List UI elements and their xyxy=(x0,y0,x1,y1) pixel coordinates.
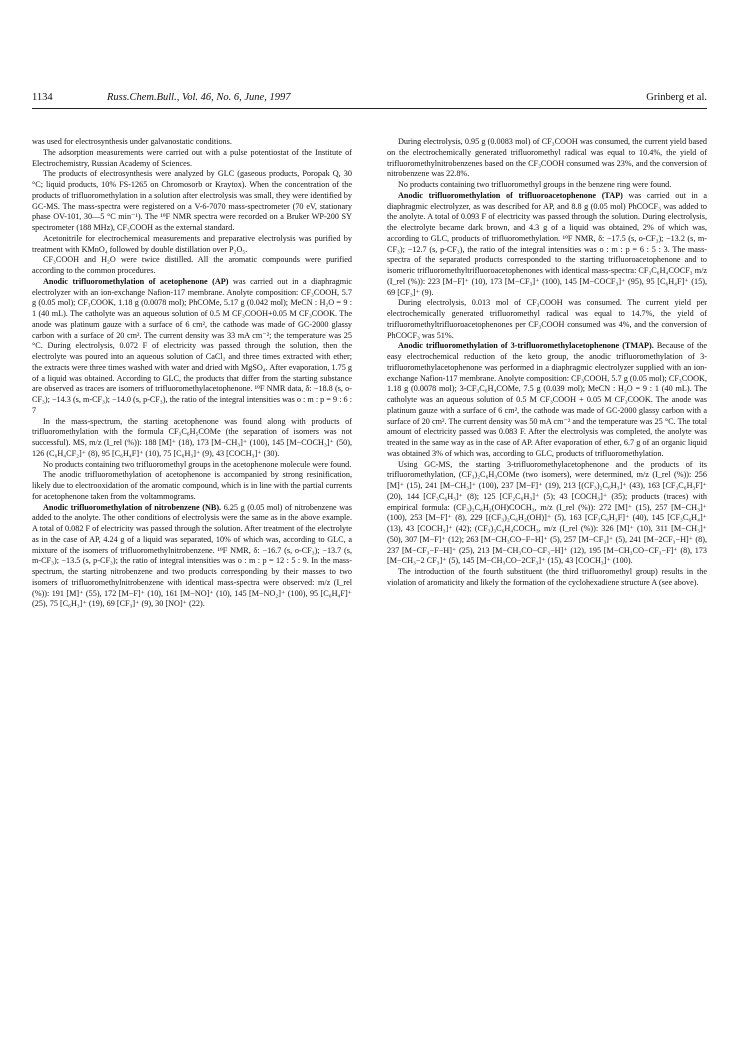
paragraph: In the mass-spectrum, the starting acetophenone was found along with products of trifluoromethylation with the formula CF₃C₆H₅COMe (the separation of isomers was not successful). MS, m/z (I_rel (%)): 188 [M]⁺ (18), 173 [M−CH₃]⁺ (100), 145 [M−COCH₃]⁺ (50), 126 (C₆H₄CF₂]⁺ (8), 95 [C₆H₄F]⁺ (10), 75 [C₆H₃]⁺ (9), 43 [COCH₃]⁺ (30). xyxy=(32,416,352,458)
paragraph: Using GC-MS, the starting 3-trifluoromethylacetophenone and the products of its trifluoromethylation, (CF₃)₂C₆H₃COMe (two isomers), were determined, m/z (I_rel (%)): 256 [M]⁺ (15), 241 [M−CH₃]⁺ (100), 237 [M−F]⁺ (19), 213 [(CF₃)₂C₆H₃]⁺ (43), 163 [CF₃C₆H₃F]⁺ (20), 144 [CF₃C₆H₃]⁺ (8); 125 [CF₂C₆H₃]⁺ (5); 43 [COCH₃]⁺ (35); products (traces) with empirical formula: (CF₃)₂C₆H₂(OH)COCH₃, m/z (I_rel (%)): 272 [M]⁺ (15), 257 [M−CH₃]⁺ (100), 253 [M−F]⁺ (8), 229 [(CF₃)₂C₆H₂(OH)]⁺ (5), 163 [CF₃C₆H₃F]⁺ (40), 145 [CF₃C₆H₄]⁺ (13), 43 [COCH₃]⁺ (42); (CF₃)₃C₆H₄COCH₃, m/z (I_rel (%)): 326 [M]⁺ (10), 311 [M−CH₃]⁺ (50), 307 [M−F]⁺ (12); 263 [M−CH₃CO−F−H]⁺ (5), 257 [M−CF₃]⁺ (5), 241 [M−2CF₃−H]⁺ (8), 237 [M−CF₃−F−H]⁺ (25), 213 [M−CH₃CO−CF₃−H]⁺ (12), 195 [M−CH₃CO−CF₃−F]⁺ (8), 173 [M−CH₃−2 CF₃]⁺ (5), 145 [M−CH₃CO−2CF₃]⁺ (15), 43 [COCH₃]⁺ (100). xyxy=(387,459,707,566)
right-column xyxy=(387,137,707,589)
journal-citation: Russ.Chem.Bull., Vol. 46, No. 6, June, 1997 xyxy=(107,92,291,103)
section-heading: Anodic trifluoromethylation of trifluoroacetophenone (TAP) xyxy=(398,190,623,200)
running-header xyxy=(32,92,707,106)
running-authors: Grinberg et al. xyxy=(646,92,707,103)
paragraph: Anodic trifluoromethylation of nitrobenzene (NB). 6.25 g (0.05 mol) of nitrobenzene was added to the anolyte. The other conditions of electrolysis were the same as in the above example. A total of 0.082 F of electricity was passed through the solution. After treatment of the electrolyte as in the case of AP, 4.24 g of a liquid was separated, 10% of which was, according to GLC, a mixture of the isomers of trifluoromethylnitrobenzene. ¹⁹F NMR, δ: −16.7 (s, o-CF₃); −13.7 (s, m-CF₃); −13.5 (s, p-CF₃); the ratio of integral intensities was o : m : p = 12 : 5 : 9. In the mass-spectrum, the starting nitrobenzene and two products corresponding by their masses to two isomers of trifluoromethylnitrobenzene with identical mass-spectra were observed: m/z (I_rel (%)): 191 [M]⁺ (55), 172 [M−F]⁺ (10), 161 [M−NO]⁺ (10), 145 [M−NO₂]⁺ (100), 95 [C₆H₄F]⁺ (25), 75 [C₆H₃]⁺ (19), 69 [CF₃]⁺ (9), 30 [NO]⁺ (22). xyxy=(32,502,352,609)
section-heading: Anodic trifluoromethylation of 3-trifluoromethylacetophenone (TMAP). xyxy=(398,341,654,351)
paragraph: The introduction of the fourth substituent (the third trifluoromethyl group) results in the violation of aromaticity and likely the formation of the cyclohexadiene structure A (see above). xyxy=(387,567,707,587)
paragraph: Anodic trifluoromethylation of trifluoroacetophenone (TAP) was carried out in a diaphragmic electrolyzer, as was described for AP, and 8.8 g (0.05 mol) PhCOCF₃ was added to the anolyte. A total of 0.093 F of electricity was passed through the solution. During electrolysis, the electrolyte became dark brown, and 4.3 g of a liquid was obtained, 2% of which was, according to GLC, products of trifluoromethylation. ¹⁹F NMR, δ: −17.5 (s, o-CF₃); −13.2 (s, m-CF₃); −12.7 (s, p-CF₃), the ratio of the integral intensities was o : m : p = 6 : 5 : 3. The mass-spectra of the separated products corresponded to the starting trifluoroacetophenone and to isomeric trifluoromethyltrifluoroacetophenones with identical mass-spectra: CF₃C₆H₄COCF₃ m/z (I_rel (%)): 223 [M−F]⁺ (10), 173 [M−CF₃]⁺ (100), 145 [M−COCF₃]⁺ (95), 95 [C₆H₄F]⁺ (15), 69 [CF₃]⁺ (9). xyxy=(387,190,707,297)
paragraph: was used for electrosynthesis under galvanostatic conditions. xyxy=(32,137,232,146)
paragraph: Anodic trifluoromethylation of acetophenone (AP) was carried out in a diaphragmic electrolyzer with an ion-exchange Nafion-117 membrane. Anolyte composition: CF₃COOH, 5.7 g (0.05 mol); CF₃COOK, 1.18 g (0.0078 mol); PhCOMe, 5.17 g (0.042 mol); MeCN : H₂O = 9 : 1 (40 mL). The catholyte was an aqueous solution of 0.5 M CF₃COOH+0.05 M CF₃COOK. The anode was platinum gauze with a surface of 6 cm², the cathode was made of GC-2000 glassy carbon with a surface of 20 cm². The current density was 33 mA cm⁻²; the temperature was 25 °C. During electrolysis, 0.072 F of electricity was passed through the solution, then the electrolyte was poured into an aqueous solution of CaCl₂ and three times extracted with ether; the extracts were three times washed with water and dried with MgSO₄. After evaporation, 1.75 g of a liquid was obtained. According to GLC, the products that differ from the starting substance are observed as traces are isomers of trifluoromethylacetophenone. ¹⁹F NMR data, δ: −18.8 (s, o-CF₃); −14.3 (s, m-CF₃); −14.0 (s, p-CF₃), the ratio of the integral intensities was o : m : p = 9 : 6 : 7 xyxy=(32,276,352,415)
section-heading: Anodic trifluoromethylation of nitrobenzene (NB). xyxy=(43,502,222,512)
paragraph: No products containing two trifluoromethyl groups in the benzene ring were found. xyxy=(398,180,672,189)
paragraph: Acetonitrile for electrochemical measurements and preparative electrolysis was purified by treatment with KMnO₄ followed by double distillation over P₂O₅. xyxy=(32,233,352,254)
paragraph: CF₃COOH and H₂O were twice distilled. All the aromatic compounds were purified according to the common procedures. xyxy=(32,255,352,275)
paragraph: Anodic trifluoromethylation of 3-trifluoromethylacetophenone (TMAP). Because of the easy electrochemical reduction of the keto group, the anodic trifluoromethylation of 3-trifluoromethylacetophenone was performed in a diaphragmic electrolyzer supplied with an ion-exchange Nafion-117 membrane. Anolyte composition: CF₃COOH, 5.7 g (0.05 mol); CF₃COOK, 1.18 g (0.0078 mol); 3-CF₃C₆H₄COMe, 7.5 g (0.039 mol); MeCN : H₂O = 9 : 1 (40 mL). The catholyte was an aqueous solution of 0.5 M CF₃COOH + 0.05 M CF₃COOK. The anode was platinum gauze with a surface of 6 cm², the cathode was made of GC-2000 glassy carbon with a surface of 20 cm². The current density was 50 mA cm⁻² and the temperature was 25 °C. The total amount of electricity passed was 0.083 F. After the electrolysis was completed, the anolyte was treated in the same way as in the case of AP. After evaporation of ether, 6.7 g of an organic liquid was obtained 3% of which was, according to GLC, products of trifluoromethylation. xyxy=(387,341,707,458)
paragraph: The products of electrosynthesis were analyzed by GLC (gaseous products, Poropak Q, 30 °C; liquid products, 10% FS-1265 on Chromosorb or Kraytox). When the concentration of the products of trifluoromethylation in a solution after electrolysis was small, they were identified by GC-MS. The mass-spectra were registered on a V-6-7070 mass-spectrometer (70 eV, stationary phase OV-101, 30—5 °C min⁻¹). The ¹⁹F NMR spectra were recorded on a Bruker WP-200 SY spectrometer (188 MHz), CF₃COOH as the external standard. xyxy=(32,169,352,232)
paragraph: The anodic trifluoromethylation of acetophenone is accompanied by strong resinification, likely due to electrooxidation of the aromatic compound, which is in line with the partial currents for acetophenone taken from the voltammograms. xyxy=(32,470,352,501)
paragraph: During electrolysis, 0.013 mol of CF₃COOH was consumed. The current yield per electrochemically generated trifluoromethyl radical was equal to 14.7%, the yield of trifluoromethyltrifluoroacetophenones per CF₃COOH consumed was 4%, and the conversion of PhCOCF₃ was 51%. xyxy=(387,298,707,340)
paragraph: During electrolysis, 0.95 g (0.0083 mol) of CF₃COOH was consumed, the current yield based on the electrochemically generated trifluoromethyl radical was equal to 10.4%, the yield of trifluoromethylnitrobenzenes based on the CF₃COOH consumed was 23%, and the conversion of nitrobenzene was 22.8%. xyxy=(387,137,707,179)
left-column xyxy=(32,137,352,610)
page-number: 1134 xyxy=(32,92,53,103)
header-rule xyxy=(32,108,707,109)
paragraph: The adsorption measurements were carried out with a pulse potentiostat of the Institute of Electrochemistry, Russian Academy of Sciences. xyxy=(32,147,352,168)
section-heading: Anodic trifluoromethylation of acetophenone (AP) xyxy=(43,276,229,286)
paragraph: No products containing two trifluoromethyl groups in the acetophenone molecule were found. xyxy=(43,459,352,469)
